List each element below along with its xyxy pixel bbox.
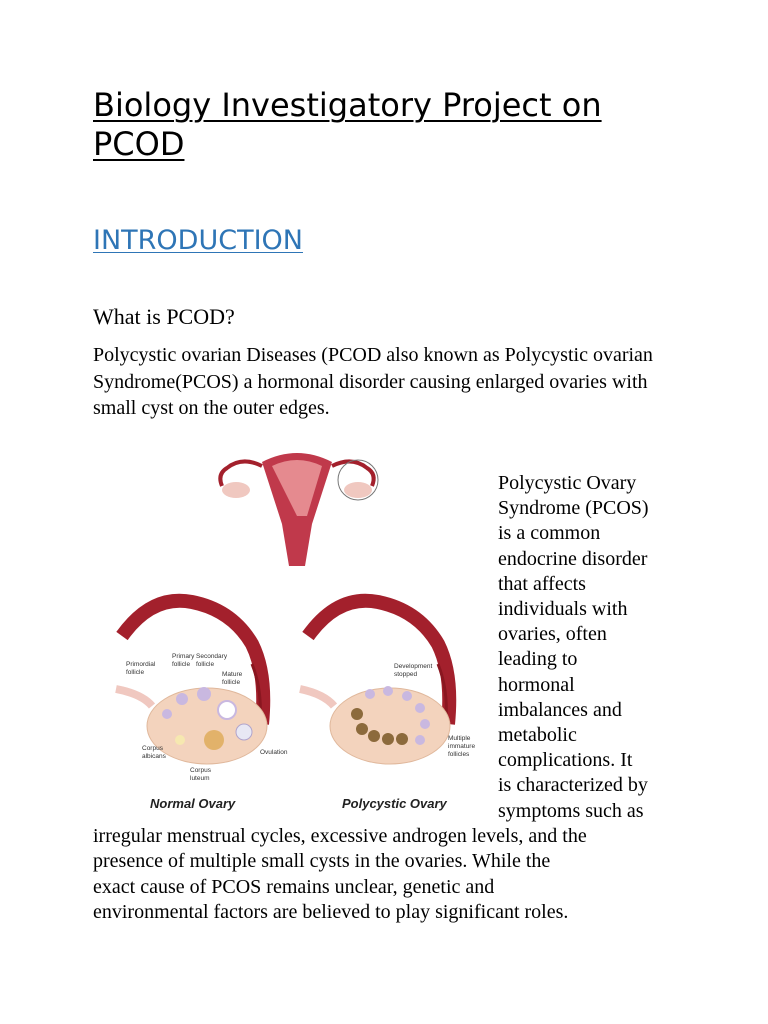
column-line: endocrine disorder: [498, 547, 648, 570]
svg-text:Primordial: Primordial: [126, 661, 156, 668]
column-line: ovaries, often: [498, 623, 607, 646]
normal-ovary-caption: Normal Ovary: [150, 796, 236, 811]
column-line: that affects: [498, 572, 586, 595]
column-line: symptoms such as: [498, 799, 644, 822]
svg-text:Mature: Mature: [222, 671, 243, 678]
svg-text:Primary: Primary: [172, 653, 195, 660]
column-line: imbalances and: [498, 698, 622, 721]
pcod-illustration: [112, 444, 490, 822]
column-line: hormonal: [498, 673, 575, 696]
ovary-diagram-svg: [112, 444, 490, 822]
svg-text:immature: immature: [448, 743, 476, 750]
svg-text:follicles: follicles: [448, 751, 470, 758]
paragraph-line: environmental factors are believed to play significant roles.: [93, 900, 569, 923]
svg-text:Corpus: Corpus: [142, 745, 163, 752]
polycystic-ovary-caption: Polycystic Ovary: [342, 796, 447, 811]
svg-text:follicle: follicle: [196, 661, 215, 668]
svg-text:follicle: follicle: [172, 661, 191, 668]
column-line: is a common: [498, 522, 601, 545]
uterus-illustration: [220, 453, 378, 566]
svg-text:follicle: follicle: [222, 679, 241, 686]
svg-text:Corpus: Corpus: [190, 767, 211, 774]
section-heading-introduction: INTRODUCTION: [93, 225, 303, 256]
svg-text:follicle: follicle: [126, 669, 145, 676]
column-line: leading to: [498, 648, 578, 671]
svg-text:albicans: albicans: [142, 753, 166, 760]
column-line: Syndrome (PCOS): [498, 497, 649, 520]
svg-text:luteum: luteum: [190, 775, 210, 782]
question-heading: What is PCOD?: [93, 304, 235, 329]
paragraph-line: presence of multiple small cysts in the ovaries. While the: [93, 850, 551, 873]
svg-text:Secondary: Secondary: [196, 653, 228, 660]
svg-text:Multiple: Multiple: [448, 735, 471, 742]
continuation-paragraph: [93, 824, 693, 925]
intro-paragraph: Polycystic ovarian Diseases (PCOD also known as Polycystic ovarian Syndrome(PCOS) a hormonal disorder causing enlarged ovaries with small cyst on the outer edges.: [93, 344, 653, 420]
column-line: Polycystic Ovary: [498, 472, 637, 494]
column-line: is characterized by: [498, 774, 648, 797]
paragraph-line: irregular menstrual cycles, excessive androgen levels, and the: [93, 825, 587, 847]
paragraph-line: exact cause of PCOS remains unclear, genetic and: [93, 875, 495, 898]
polycystic-ovary-illustration: [300, 601, 475, 811]
side-column-text: [498, 471, 688, 824]
normal-ovary-illustration: [116, 601, 288, 811]
column-line: complications. It: [498, 749, 633, 772]
document-title: Biology Investigatory Project on PCOD: [93, 86, 602, 163]
svg-text:Ovulation: Ovulation: [260, 749, 288, 756]
svg-text:stopped: stopped: [394, 671, 418, 678]
svg-text:Development: Development: [394, 663, 433, 670]
column-line: individuals with: [498, 598, 628, 621]
column-line: metabolic: [498, 724, 577, 747]
